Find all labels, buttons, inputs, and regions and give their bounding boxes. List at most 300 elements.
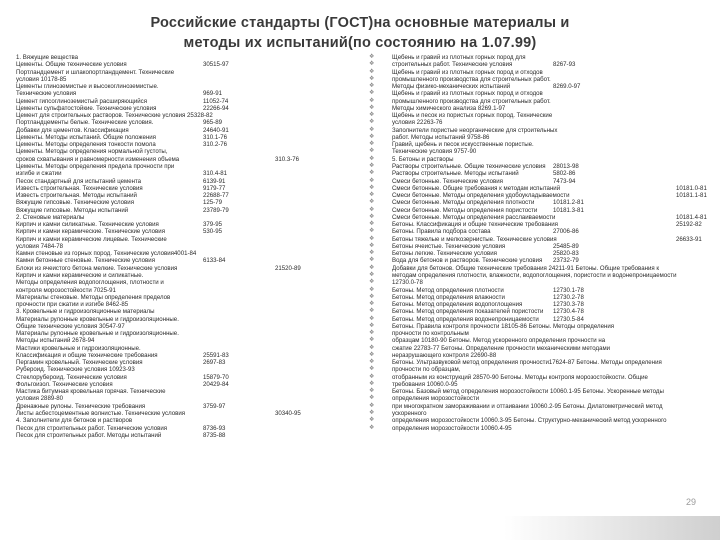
bullet-icon: ❖ <box>369 162 375 169</box>
list-item <box>369 330 714 337</box>
standard-text: сроков схватывания и равномерности изменения объема <box>16 155 180 163</box>
standard-code: 12730.2-78 <box>553 293 584 301</box>
list-item <box>369 294 714 301</box>
bullet-icon: ❖ <box>369 235 375 242</box>
standard-text: Смеси бетонные. Методы определения расслаиваемости <box>392 213 556 221</box>
standard-code: 12730.3-78 <box>553 301 584 309</box>
standard-text: неразрушающего контроля 22690-88 <box>392 351 497 359</box>
list-item <box>369 228 714 235</box>
bullet-icon: ❖ <box>369 104 375 111</box>
bullet-icon: ❖ <box>369 286 375 293</box>
list-item <box>16 301 346 308</box>
bullet-icon: ❖ <box>369 221 375 228</box>
standard-code: 25591-83 <box>203 351 229 359</box>
standard-code: 15879-70 <box>203 373 229 381</box>
standard-text: Фольгоизол. Технические условия <box>16 380 113 388</box>
list-item <box>369 257 714 264</box>
standard-text: Мастики кровельные и гидроизоляционные. <box>16 344 141 352</box>
standard-text: Цементы. Методы испытаний. Общие положения <box>16 133 156 141</box>
list-item <box>369 352 714 359</box>
bullet-icon: ❖ <box>369 141 375 148</box>
standard-text: определения морозостойкости 10060.3-95 Бетоны. Структурно-механический метод ускоренного <box>392 417 667 425</box>
list-item <box>369 199 714 206</box>
list-item <box>16 330 346 337</box>
bullet-icon: ❖ <box>369 424 375 431</box>
standard-code: 23732-79 <box>553 257 579 265</box>
standard-text: Листы асбестоцементные волнистые. Технические условия <box>16 410 186 418</box>
list-item <box>369 345 714 352</box>
list-item <box>16 316 346 323</box>
list-item <box>369 417 714 424</box>
right-column <box>369 54 714 432</box>
standard-code: 969-91 <box>203 90 222 98</box>
standard-text: Песок для строительных работ. Технические условия <box>16 424 168 432</box>
bullet-icon: ❖ <box>369 344 375 351</box>
title-line-2: методы их испытаний(по состоянию на 1.07.99) <box>183 35 537 51</box>
list-item <box>16 287 346 294</box>
list-item <box>16 185 346 192</box>
bullet-icon: ❖ <box>369 213 375 220</box>
standard-code: 12730.4-78 <box>553 308 584 316</box>
standard-text: Материалы рулонные кровельные и гидроизоляционные. <box>16 330 179 338</box>
list-item <box>16 141 346 148</box>
list-item <box>16 148 346 155</box>
list-item <box>369 337 714 344</box>
bullet-icon: ❖ <box>369 126 375 133</box>
list-item <box>369 141 714 148</box>
bullet-icon: ❖ <box>369 242 375 249</box>
list-item <box>369 403 714 410</box>
standard-code: 25485-89 <box>553 242 579 250</box>
list-item <box>369 381 714 388</box>
standard-code: 26633-91 <box>676 235 702 243</box>
standard-code: 8736-93 <box>203 424 226 432</box>
standard-text: Кирпич и камни керамические лицевые. Технические <box>16 235 167 243</box>
bullet-icon: ❖ <box>369 119 375 126</box>
standard-code: 5802-86 <box>553 170 576 178</box>
bullet-icon: ❖ <box>369 395 375 402</box>
bullet-icon: ❖ <box>369 293 375 300</box>
bullet-icon: ❖ <box>369 177 375 184</box>
list-item <box>16 417 346 424</box>
standard-text: Бетоны. Метод определения плотности <box>392 286 504 294</box>
list-item <box>369 359 714 366</box>
bullet-icon: ❖ <box>369 308 375 315</box>
standard-code: 25192-82 <box>676 221 702 229</box>
bullet-icon: ❖ <box>369 264 375 271</box>
list-item <box>369 308 714 315</box>
standard-text: Кирпич и камни керамические и силикатные. <box>16 271 144 279</box>
bullet-icon: ❖ <box>369 61 375 68</box>
standard-text: прочности при сжатии и изгибе 8462-85 <box>16 301 129 309</box>
list-item <box>369 90 714 97</box>
bullet-icon: ❖ <box>369 83 375 90</box>
standard-code: 379-95 <box>203 221 222 229</box>
list-item <box>369 301 714 308</box>
standard-text: контроля морозостойкости 7025-91 <box>16 286 116 294</box>
standard-text: Блоки из ячеистого бетона мелкие. Технические условия <box>16 264 178 272</box>
list-item <box>369 61 714 68</box>
list-item <box>16 112 346 119</box>
list-item <box>369 265 714 272</box>
list-item <box>16 272 346 279</box>
standard-code: 10181.0-81 <box>676 184 707 192</box>
standard-text: Классификация и общие технические требования <box>16 351 158 359</box>
bullet-icon: ❖ <box>369 112 375 119</box>
bullet-icon: ❖ <box>369 337 375 344</box>
list-item <box>369 388 714 395</box>
standard-code: 24640-91 <box>203 126 229 134</box>
list-item <box>369 207 714 214</box>
standard-text: при многократном замораживании и оттаивании 10060.2-95 Бетоны. Дилатометрический метод <box>392 402 663 410</box>
bullet-icon: ❖ <box>369 68 375 75</box>
title-line-1: Российские стандарты (ГОСТ)на основные материалы и <box>150 15 570 31</box>
standard-text: Кирпич и камни силикатные. Технические условия <box>16 221 159 229</box>
standard-text: Вода для бетонов и растворов. Технические условия <box>392 257 543 265</box>
standard-text: определения морозостойкости <box>392 395 480 403</box>
standard-code: 12730.1-78 <box>553 286 584 294</box>
bullet-icon: ❖ <box>369 148 375 155</box>
list-item <box>16 105 346 112</box>
standard-text: Рубероид. Технические условия 10923-93 <box>16 366 135 374</box>
list-item <box>369 374 714 381</box>
standard-text: Щебень и песок из пористых горных пород. Технические <box>392 112 553 120</box>
standard-code: 6133-84 <box>203 257 226 265</box>
standard-text: Добавки для цементов. Классификация <box>16 126 129 134</box>
standard-text: Бетоны. Классификация и общие технические требования <box>392 221 558 229</box>
standard-text: Цементы. Методы определения тонкости помола <box>16 141 156 149</box>
list-item <box>369 214 714 221</box>
standard-text: Методы определения водопоглощения, плотности и <box>16 279 164 287</box>
list-item <box>369 395 714 402</box>
list-item <box>369 272 714 279</box>
bullet-icon: ❖ <box>369 410 375 417</box>
left-column <box>16 54 346 439</box>
list-item <box>16 156 346 163</box>
standard-code: 22266-94 <box>203 104 229 112</box>
standard-text: Портландцемент и шлакопортландцемент. Технические <box>16 68 175 76</box>
standard-text: Бетоны. Метод определения водопоглощения <box>392 301 523 309</box>
list-item <box>16 98 346 105</box>
bullet-icon: ❖ <box>369 271 375 278</box>
standard-text: условия 2889-80 <box>16 395 64 403</box>
standard-text: Цементы. Общие технические условия <box>16 61 127 69</box>
standard-text: Щебень и гравий из плотных горных пород и отходов <box>392 90 543 98</box>
standard-text: условия 7484-78 <box>16 242 64 250</box>
standard-text: Гравий, щебень и песок искусственные пористые. <box>392 141 534 149</box>
standard-text: Портландцементы белые. Технические условия. <box>16 119 154 127</box>
standard-code: 10181.3-81 <box>553 206 584 214</box>
standard-text: 3. Кровельные и гидроизоляционные материалы <box>16 308 155 316</box>
bullet-icon: ❖ <box>369 417 375 424</box>
standard-text: Бетоны. Правила контроля прочности 18105-86 Бетоны. Методы определения <box>392 322 615 330</box>
standard-code: 7473-94 <box>553 177 576 185</box>
list-item <box>16 236 346 243</box>
standard-code: 21520-89 <box>275 264 301 272</box>
bullet-icon: ❖ <box>369 359 375 366</box>
standard-text: 12730.0-78 <box>392 279 423 287</box>
standard-text: Технические условия 9757-90 <box>392 148 477 156</box>
list-item <box>369 156 714 163</box>
list-item <box>16 228 346 235</box>
standard-text: 1. Вяжущие вещества <box>16 54 79 61</box>
standard-text: Растворы строительные. Методы испытаний <box>392 170 519 178</box>
standard-text: Растворы строительные. Общие технические условия <box>392 162 546 170</box>
standard-text: Материалы рулонные кровельные и гидроизоляционные. <box>16 315 179 323</box>
list-item <box>369 425 714 432</box>
list-item <box>16 90 346 97</box>
list-item <box>16 308 346 315</box>
list-item <box>16 345 346 352</box>
standard-text: Бетоны. Метод определения влажности <box>392 293 505 301</box>
standard-text: Бетоны. Правила подбора состава <box>392 228 491 236</box>
list-item <box>16 127 346 134</box>
list-item <box>369 279 714 286</box>
list-item <box>16 76 346 83</box>
bullet-icon: ❖ <box>369 402 375 409</box>
standard-text: Смеси бетонные. Технические условия <box>392 177 503 185</box>
list-item <box>16 83 346 90</box>
bullet-icon: ❖ <box>369 75 375 82</box>
list-item <box>16 352 346 359</box>
standard-text: Методы испытаний 2678-94 <box>16 337 95 345</box>
standard-code: 20429-84 <box>203 380 229 388</box>
footer-bar <box>0 516 720 540</box>
list-item <box>369 119 714 126</box>
list-item <box>369 54 714 61</box>
list-item <box>16 119 346 126</box>
list-item <box>369 105 714 112</box>
standard-text: Методы физико-механических испытаний <box>392 83 511 91</box>
standard-text: Бетоны. Ультразвуковой метод определения прочности17624-87 Бетоны. Методы определения <box>392 359 662 367</box>
standard-code: 310.1-76 <box>203 133 228 141</box>
standard-text: Бетоны. Базовый метод определения морозостойкости 10060.1-95 Бетоны. Ускоренные методы <box>392 388 664 396</box>
list-item <box>16 279 346 286</box>
standard-code: 23789-79 <box>203 206 229 214</box>
list-item <box>369 178 714 185</box>
list-item <box>16 337 346 344</box>
standard-code: 11052-74 <box>203 97 229 105</box>
list-item <box>16 221 346 228</box>
list-item <box>16 265 346 272</box>
list-item <box>16 170 346 177</box>
standard-text: Бетоны легкие. Технические условия <box>392 250 497 258</box>
list-item <box>16 134 346 141</box>
standard-code: 8735-88 <box>203 431 226 439</box>
standard-text: работ. Методы испытаний 9758-86 <box>392 133 490 141</box>
bullet-icon: ❖ <box>369 170 375 177</box>
standard-text: Мастика битумная кровельная горячая. Технические <box>16 388 166 396</box>
standard-code: 27006-86 <box>553 228 579 236</box>
standard-code: 310.2-76 <box>203 141 228 149</box>
list-item <box>369 316 714 323</box>
bullet-icon: ❖ <box>369 301 375 308</box>
list-item <box>16 69 346 76</box>
standard-text: Бетоны ячеистые. Технические условия <box>392 242 506 250</box>
list-item <box>369 170 714 177</box>
list-item <box>16 214 346 221</box>
list-item <box>369 69 714 76</box>
bullet-icon: ❖ <box>369 351 375 358</box>
list-item <box>369 287 714 294</box>
standard-code: 125-79 <box>203 199 222 207</box>
standard-code: 8267-93 <box>553 61 576 69</box>
standard-text: Вяжущие гипсовые. Методы испытаний <box>16 206 129 214</box>
list-item <box>369 83 714 90</box>
list-item <box>369 98 714 105</box>
list-item <box>16 395 346 402</box>
standard-text: Известь строительная. Методы испытаний <box>16 192 137 200</box>
list-item <box>369 410 714 417</box>
list-item <box>369 236 714 243</box>
list-item <box>369 163 714 170</box>
standard-text: Смеси бетонные. Общие требования к методам испытаний <box>392 184 561 192</box>
list-item <box>16 199 346 206</box>
standard-text: Методы химического анализа 8269.1-97 <box>392 104 506 112</box>
list-item <box>16 381 346 388</box>
list-item <box>16 323 346 330</box>
list-item <box>16 257 346 264</box>
list-item <box>16 366 346 373</box>
list-item <box>16 374 346 381</box>
standard-text: Цементы сульфатостойкие. Технические условия <box>16 104 157 112</box>
standard-code: 30515-97 <box>203 61 229 69</box>
standard-text: Бетоны. Метод определения показателей пористости <box>392 308 544 316</box>
list-item <box>16 425 346 432</box>
standard-code: 965-89 <box>203 119 222 127</box>
list-item <box>369 366 714 373</box>
bullet-icon: ❖ <box>369 90 375 97</box>
standard-code: 10181.1-81 <box>676 192 707 200</box>
standard-text: Бетоны тяжелые и мелкозернистые. Технические условия <box>392 235 557 243</box>
list-item <box>369 243 714 250</box>
bullet-icon: ❖ <box>369 330 375 337</box>
standard-text: прочности по образцам, <box>392 366 461 374</box>
standard-text: сжатие 22783-77 Бетоны. Определение прочности механическими методами <box>392 344 611 352</box>
standard-text: Щебень и гравий из плотных горных пород и отходов <box>392 68 543 76</box>
list-item <box>16 388 346 395</box>
standard-code: 2697-83 <box>203 359 226 367</box>
standard-text: Стеклорубероид. Технические условия <box>16 373 127 381</box>
standard-text: промышленного производства для строительных работ. <box>392 75 551 83</box>
list-item <box>369 221 714 228</box>
list-item <box>369 148 714 155</box>
list-item <box>16 54 346 61</box>
standard-text: Добавки для бетонов. Общие технические требования 24211-91 Бетоны. Общие требования к <box>392 264 660 272</box>
standard-text: прочности по контрольным <box>392 330 469 338</box>
standard-text: ускоренного <box>392 410 427 418</box>
standard-text: Смеси бетонные. Методы определения плотности <box>392 199 535 207</box>
standard-text: Технические условия <box>16 90 77 98</box>
list-item <box>369 323 714 330</box>
bullet-icon: ❖ <box>369 373 375 380</box>
standard-text: Бетоны. Метод определения водонепроницаемости <box>392 315 539 323</box>
bullet-icon: ❖ <box>369 315 375 322</box>
standard-text: изгибе и сжатии <box>16 170 62 178</box>
standard-code: 3759-97 <box>203 402 226 410</box>
list-item <box>16 403 346 410</box>
standard-text: Цементы глиноземистые и высокоглиноземистые. <box>16 83 159 91</box>
list-item <box>369 127 714 134</box>
bullet-icon: ❖ <box>369 257 375 264</box>
standard-code: 6139-91 <box>203 177 226 185</box>
standard-text: Цементы. Методы определения нормальной густоты, <box>16 148 168 156</box>
standard-text: Пергамин кровельный. Технические условия <box>16 359 143 367</box>
standard-text: Дренажные рулоны. Технические требования <box>16 402 146 410</box>
standard-text: 2. Стеновые материалы <box>16 213 85 221</box>
list-item <box>369 112 714 119</box>
standard-code: 8269.0-97 <box>553 83 581 91</box>
list-item <box>16 359 346 366</box>
standard-code: 9179-77 <box>203 184 226 192</box>
standard-text: 5. Бетоны и растворы <box>392 155 454 163</box>
standard-text: Песок стандартный для испытаний цемента <box>16 177 142 185</box>
bullet-icon: ❖ <box>369 279 375 286</box>
list-item <box>16 192 346 199</box>
bullet-icon: ❖ <box>369 184 375 191</box>
standard-code: 28013-98 <box>553 162 579 170</box>
list-item <box>369 250 714 257</box>
standard-text: определения морозостойкости 10060.4-95 <box>392 424 512 432</box>
standard-text: Цементы. Методы определения предела прочности при <box>16 162 175 170</box>
bullet-icon: ❖ <box>369 54 375 60</box>
standard-code: 30340-95 <box>275 410 301 418</box>
standard-text: условия 10178-85 <box>16 75 67 83</box>
standard-text: Камни стеновые из горных пород. Технические условия4001-84 <box>16 250 197 258</box>
page-number: 29 <box>686 497 697 507</box>
list-item <box>369 192 714 199</box>
list-item <box>16 178 346 185</box>
standard-text: Известь строительная. Технические условия <box>16 184 143 192</box>
standard-code: 12730.5-84 <box>553 315 584 323</box>
bullet-icon: ❖ <box>369 206 375 213</box>
standard-code: 10181.4-81 <box>676 213 707 221</box>
standard-text: Щебень и гравий из плотных горных пород для <box>392 54 526 61</box>
standard-text: Материалы стеновые. Методы определения пределов <box>16 293 171 301</box>
list-item <box>369 185 714 192</box>
standard-text: строительных работ. Технические условия <box>392 61 513 69</box>
standard-text: промышленного производства для строительных работ. <box>392 97 551 105</box>
standard-text: Смеси бетонные. Методы определения удобоукладываемости <box>392 192 570 200</box>
bullet-icon: ❖ <box>369 155 375 162</box>
standard-text: Камни бетонные стеновые. Технические условия <box>16 257 156 265</box>
list-item <box>369 134 714 141</box>
standard-text: 4. Заполнители для бетонов и растворов <box>16 417 133 425</box>
list-item <box>16 207 346 214</box>
list-item <box>16 410 346 417</box>
bullet-icon: ❖ <box>369 250 375 257</box>
standard-text: Общие технические условия 30547-97 <box>16 322 125 330</box>
bullet-icon: ❖ <box>369 228 375 235</box>
standard-code: 22688-77 <box>203 192 229 200</box>
bullet-icon: ❖ <box>369 366 375 373</box>
list-item <box>16 243 346 250</box>
standard-text: Заполнители пористые неорганические для строительных <box>392 126 558 134</box>
standard-text: отобранным из конструкций 28570-90 Бетоны. Методы контроля морозостойкости. Общие <box>392 373 648 381</box>
list-item <box>16 432 346 439</box>
standard-text: условия 22263-76 <box>392 119 443 127</box>
bullet-icon: ❖ <box>369 388 375 395</box>
standard-code: 530-95 <box>203 228 222 236</box>
bullet-icon: ❖ <box>369 380 375 387</box>
bullet-icon: ❖ <box>369 199 375 206</box>
standard-text: методам определения плотности, влажности, водопоглощения, пористости и водонепроницаемости <box>392 271 677 279</box>
standard-text: Вяжущие гипсовые. Технические условия <box>16 199 135 207</box>
standard-code: 310.3-76 <box>275 155 300 163</box>
standard-text: требования 10060.0-95 <box>392 380 458 388</box>
bullet-icon: ❖ <box>369 133 375 140</box>
bullet-icon: ❖ <box>369 192 375 199</box>
